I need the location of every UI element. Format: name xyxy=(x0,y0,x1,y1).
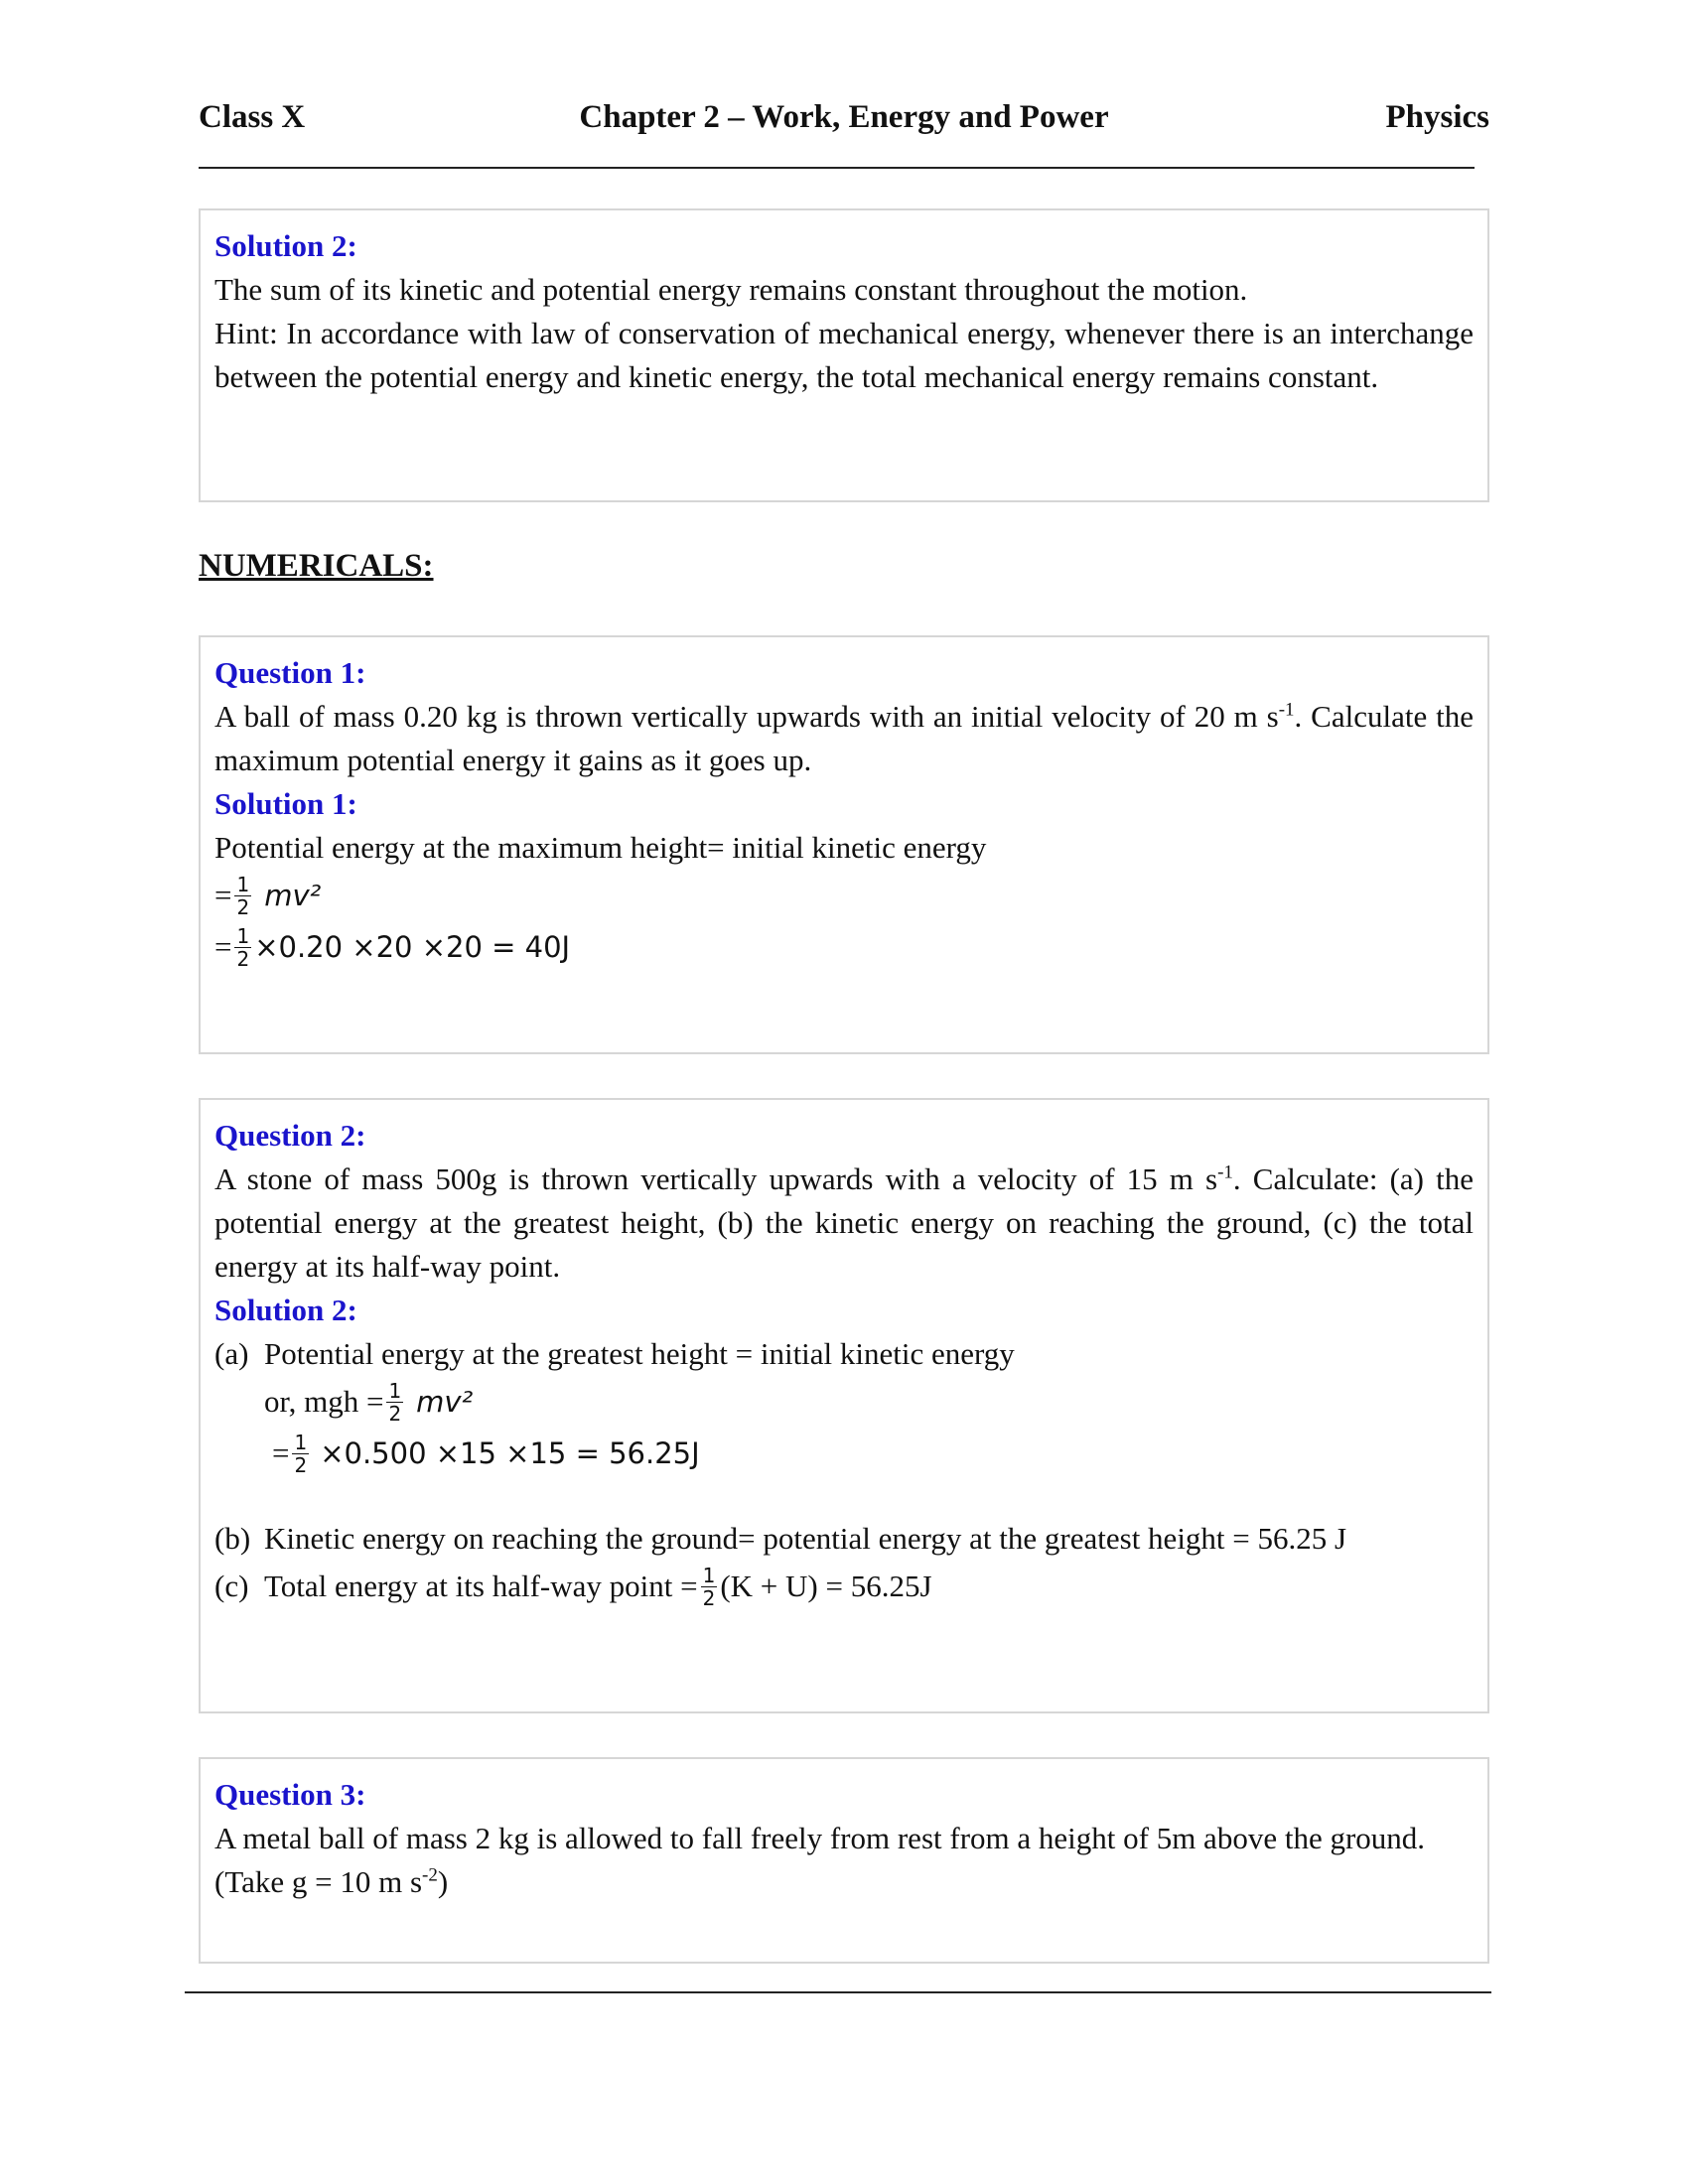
question-text: A ball of mass 0.20 kg is thrown vertically upwards with an initial velocity of 20 m $s^{-1}$. Calculate the maximum potential energy it gains as it goes up. xyxy=(214,699,1474,777)
question-box-3 xyxy=(199,1757,1489,1964)
question-box-1 xyxy=(199,635,1489,1054)
solution-part-a: (a) Potential energy at the greatest height = initial kinetic energy xyxy=(214,1336,1015,1371)
question-text: A metal ball of mass 2 kg is allowed to fall freely from rest from a height of 5m above the ground. xyxy=(214,1821,1426,1855)
solution-box-prev xyxy=(199,208,1489,502)
question-label: Question 3: xyxy=(214,1777,366,1812)
question-box-2 xyxy=(199,1098,1489,1713)
solution-part-b: (b) Kinetic energy on reaching the ground= potential energy at the greatest height = 56.25 J xyxy=(214,1521,1347,1556)
header-divider xyxy=(199,167,1475,169)
solution-text: Potential energy at the maximum height= initial kinetic energy xyxy=(214,830,987,865)
header-subject: Physics xyxy=(1385,99,1489,135)
fraction-half: $\frac{1}{2}$ xyxy=(702,1563,716,1610)
question-text: A stone of mass 500g is thrown vertically upwards with a velocity of 15 m $s^{-1}$. Calculate: (a) the potential energy at the greatest height, (b) the kinetic energy on reaching the ground, (c) the total energy at its half-way point. xyxy=(214,1161,1474,1284)
solution-hint: Hint: In accordance with law of conservation of mechanical energy, whenever there is an interchange between the potential energy and kinetic energy, the total mechanical energy remains constant. xyxy=(214,316,1474,394)
header-class: Class X xyxy=(199,99,306,135)
equation-line: = $\frac{1}{2}$ ×0.500 ×15 ×15 = 56.25J xyxy=(272,1430,700,1477)
footer-divider xyxy=(185,1991,1491,1993)
solution-text: The sum of its kinetic and potential energy remains constant throughout the motion. xyxy=(214,272,1248,307)
question-label: Question 1: xyxy=(214,655,366,690)
fraction-half: $\frac{1}{2}$ xyxy=(294,1430,308,1477)
solution-label: Solution 2: xyxy=(214,228,357,263)
solution-label: Solution 2: xyxy=(214,1293,357,1327)
fraction-half: $\frac{1}{2}$ xyxy=(388,1378,402,1426)
solution-part-c: (c) Total energy at its half-way point = $\frac{1}{2}$ (K + U) = 56.25J xyxy=(214,1563,932,1610)
header-chapter-title: Chapter 2 – Work, Energy and Power xyxy=(579,99,1109,135)
equation-line: or, mgh = $\frac{1}{2}$ mv² xyxy=(264,1378,474,1426)
question-label: Question 2: xyxy=(214,1118,366,1153)
equation-line: = $\frac{1}{2}$ ×0.20 ×20 ×20 = 40J xyxy=(214,923,571,971)
section-title-numericals: NUMERICALS: xyxy=(199,548,434,584)
equation-line: = $\frac{1}{2}$ mv² xyxy=(214,872,322,919)
fraction-half: $\frac{1}{2}$ xyxy=(236,923,250,971)
solution-label: Solution 1: xyxy=(214,786,357,821)
question-given: (Take g = 10 m $s^{-2}$) xyxy=(214,1864,449,1899)
fraction-half: $\frac{1}{2}$ xyxy=(236,872,250,919)
